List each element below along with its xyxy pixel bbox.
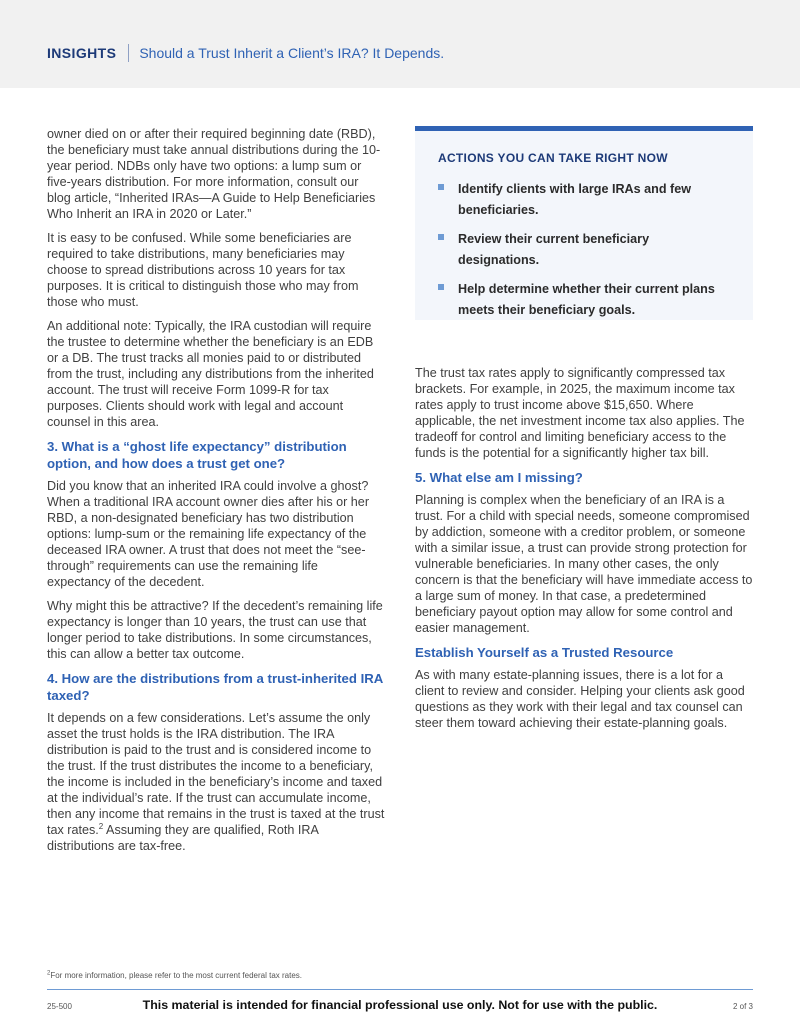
square-bullet-icon	[438, 184, 444, 190]
paragraph: Why might this be attractive? If the decedent’s remaining life expectancy is longer than 10 years, the trust can use that longer period to take distributions. In some circumstances, this can allow a better tax outcome.	[47, 599, 383, 661]
footnote	[47, 965, 753, 983]
paragraph-text: It depends on a few considerations. Let’s assume the only asset the trust holds is the IRA distribution. The IRA distribution is paid to the trust and is considered income to the trust. If the trust distributes the income to a beneficiary, the income is included in the beneficiary’s income and taxed at the individual’s rate. If the trust can accumulate income, then any income that remains in the trust is taxed at the trust tax rates.	[47, 711, 385, 837]
section-heading: 3. What is a “ghost life expectancy” distribution option, and how does a trust get one?	[47, 439, 347, 471]
section-heading: 5. What else am I missing?	[415, 470, 583, 485]
footer-divider	[47, 989, 753, 990]
action-item	[438, 179, 731, 220]
action-text: Identify clients with large IRAs and few beneficiaries.	[458, 182, 692, 217]
action-item	[438, 229, 731, 270]
paragraph	[47, 710, 385, 854]
square-bullet-icon	[438, 284, 444, 290]
actions-callout	[415, 126, 753, 320]
header-divider	[128, 44, 129, 62]
paragraph: It is easy to be confused. While some beneficiaries are required to take distributions, many beneficiaries may choose to spread distributions across 10 years for tax purposes. It is critical to distinguish those who may from those who must.	[47, 231, 359, 309]
page-number: 2 of 3	[732, 1002, 753, 1011]
header-title: Should a Trust Inherit a Client’s IRA? It Depends.	[139, 45, 445, 61]
paragraph: As with many estate-planning issues, there is a lot for a client to review and consider. Helping your clients ask good questions as they work with their legal and tax counsel can steer them toward achieving their estate-planning goals.	[415, 668, 745, 730]
paragraph: owner died on or after their required beginning date (RBD), the beneficiary must take annual distributions during the 10-year period. NDBs only have two options: a lump sum or five-years distribution. For more information, consult our blog article, “Inherited IRAs—A Guide to Help Beneficiaries Who Inherit an IRA in 2020 or Later.”	[47, 127, 381, 221]
document-code: 25-500	[47, 1002, 72, 1011]
page-header	[0, 0, 800, 88]
action-text: Review their current beneficiary designations.	[458, 232, 650, 267]
footer-disclaimer: This material is intended for financial professional use only. Not for use with the public.	[142, 998, 658, 1012]
left-column	[47, 126, 385, 862]
footnote-body: For more information, please refer to the most current federal tax rates.	[50, 971, 303, 980]
section-heading: Establish Yourself as a Trusted Resource	[415, 645, 674, 660]
section-heading: 4. How are the distributions from a trust-inherited IRA taxed?	[47, 671, 383, 703]
square-bullet-icon	[438, 234, 444, 240]
footnote-ref[interactable]: 2	[98, 821, 104, 831]
action-text: Help determine whether their current plans meets their beneficiary goals.	[458, 282, 715, 317]
footnote-text	[47, 971, 302, 980]
callout-title: ACTIONS YOU CAN TAKE RIGHT NOW	[438, 151, 668, 165]
paragraph: The trust tax rates apply to significantly compressed tax brackets. For example, in 2025, the maximum income tax rates apply to trust income above $15,650. Where applicable, the net investment income tax also applies. The tradeoff for control and limiting beneficiary access to the funds is the potential for a significantly higher tax bill.	[415, 366, 745, 460]
right-column	[415, 126, 753, 739]
paragraph: An additional note: Typically, the IRA custodian will require the trustee to determine whether the beneficiary is an EDB or a DB. The trust tracks all monies paid to or distributed from the trust, including any distributions from the inherited account. The trust will receive Form 1099-R for tax purposes. Clients should work with legal and account counsel in this area.	[47, 319, 374, 429]
header-bar	[47, 44, 444, 62]
footnote-number: 2	[47, 970, 51, 977]
header-tag: INSIGHTS	[47, 45, 117, 61]
paragraph-text: Assuming they are qualified, Roth IRA distributions are tax-free.	[47, 823, 319, 853]
paragraph: Did you know that an inherited IRA could involve a ghost? When a traditional IRA account owner dies after his or her RBD, a non-designated beneficiary has two distribution options: lump-sum or the remaining life expectancy of the deceased IRA owner. A trust that does not meet the “see-through” requirements can use the remaining life expectancy of the decedent.	[47, 479, 370, 589]
action-item	[438, 279, 731, 320]
paragraph: Planning is complex when the beneficiary of an IRA is a trust. For a child with special needs, someone compromised by addiction, someone with a creditor problem, or someone with a similar issue, a trust can provide strong protection for vulnerable beneficiaries. In many other cases, the only concern is that the beneficiary will have immediate access to a large sum of money. In that case, a predetermined beneficiary payout option may allow for some control and easier management.	[415, 493, 753, 635]
